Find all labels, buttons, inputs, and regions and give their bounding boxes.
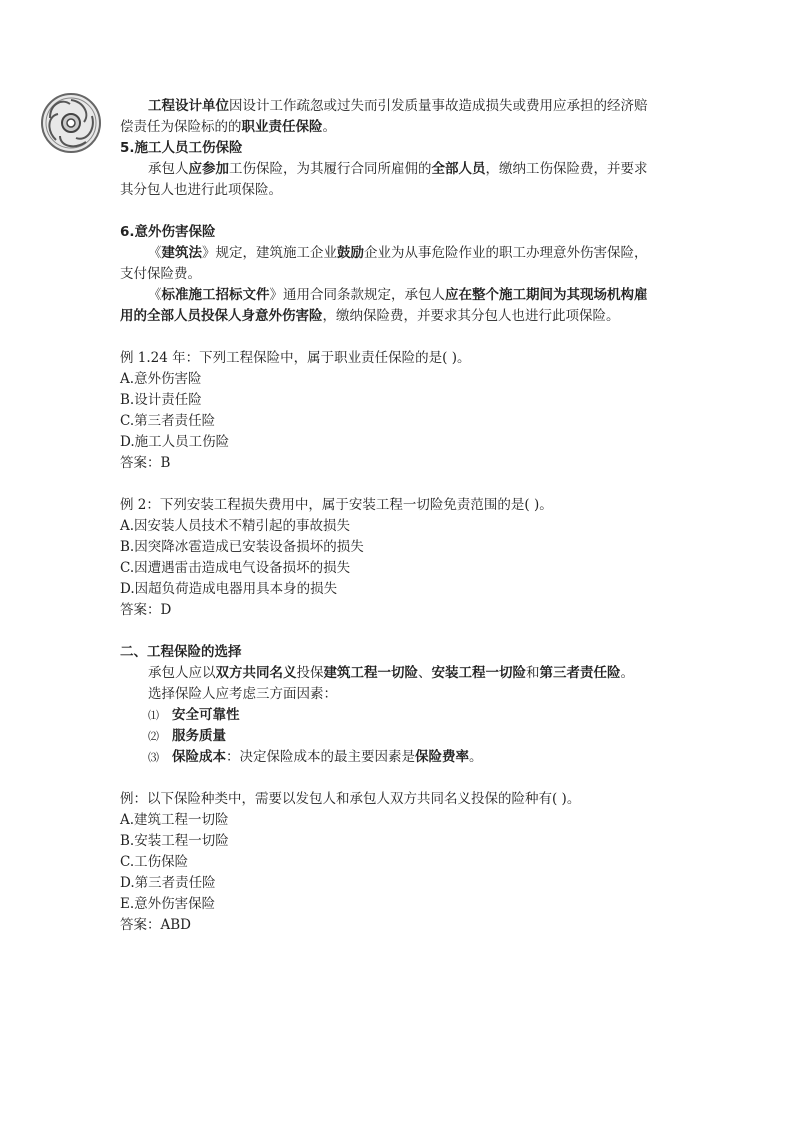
bold-term: 保险成本 [172,749,226,765]
paragraph [120,96,695,117]
paragraph [120,306,695,327]
factor-item [120,726,695,747]
option: A.因安装人员技术不精引起的事故损失 [120,518,351,534]
text: 承包人应以 [148,665,216,681]
answer: 答案：ABD [120,917,191,933]
option: A.意外伤害险 [120,371,202,387]
bold-term: 工程设计单位 [148,98,229,114]
option: B.安装工程一切险 [120,833,229,849]
bold-term: 标准施工招标文件 [161,287,270,303]
bold-term: 安全可靠性 [172,707,240,723]
text: 偿责任为保险标的的 [120,119,242,135]
bold-term: 第三者责任险 [539,665,621,681]
text: 因设计工作疏忽或过失而引发质量事故造成损失或费用应承担的经济赔 [229,98,648,114]
paragraph: 其分包人也进行此项保险。 [120,182,282,198]
bold-term: 建筑法 [161,245,202,261]
paragraph [120,285,695,306]
item-number: ⑶ [148,751,159,764]
paragraph [120,159,695,180]
bold-term: 应参加 [188,161,229,177]
answer: 答案：D [120,602,172,618]
paragraph: 支付保险费。 [120,266,201,282]
factor-item [120,747,695,768]
paragraph [120,117,695,138]
bold-term: 安装工程一切险 [431,665,526,681]
bold-term: 双方共同名义 [215,665,297,681]
factor-item [120,705,695,726]
text: 《 [148,287,162,303]
bold-term: 服务质量 [172,728,226,744]
option: D.因超负荷造成电器用具本身的损失 [120,581,338,597]
section-heading: 5.施工人员工伤保险 [120,140,243,156]
text: 、 [418,665,432,681]
bold-term: 建筑工程一切险 [323,665,418,681]
answer: 答案：B [120,455,171,471]
option: A.建筑工程一切险 [120,812,229,828]
text: 承包人 [148,161,189,177]
bold-term: 应在整个施工期间为其现场机构雇 [445,287,648,303]
text: 和 [526,665,540,681]
text: 。 [620,665,634,681]
option: B.因突降冰雹造成已安装设备损坏的损失 [120,539,364,555]
bold-term: 用的全部人员投保人身意外伤害险 [120,308,323,324]
item-number: ⑴ [148,709,159,722]
option: C.因遭遇雷击造成电气设备损坏的损失 [120,560,351,576]
paragraph [120,663,695,684]
option: C.第三者责任险 [120,413,216,429]
text: 》规定，建筑施工企业 [202,245,337,261]
text: ，缴纳保险费，并要求其分包人也进行此项保险。 [322,308,620,324]
option: D.第三者责任险 [120,875,216,891]
text: 投保 [296,665,324,681]
question: 例 2：下列安装工程损失费用中，属于安装工程一切险免责范围的是( )。 [120,497,553,513]
text: 。 [469,749,483,765]
bold-term: 保险费率 [415,749,469,765]
option: B.设计责任险 [120,392,202,408]
bold-term: 鼓励 [337,245,364,261]
bold-term: 全部人员 [431,161,486,177]
question: 例：以下保险种类中，需要以发包人和承包人双方共同名义投保的险种有( )。 [120,791,581,807]
bold-term: 职业责任保险 [241,119,323,135]
option: E.意外伤害保险 [120,896,216,912]
text: ，缴纳工伤保险费，并要求 [485,161,648,177]
section-heading: 二、工程保险的选择 [120,644,242,660]
text: 《 [148,245,162,261]
text: 工伤保险，为其履行合同所雇佣的 [229,161,432,177]
item-number: ⑵ [148,730,159,743]
paragraph [120,243,695,264]
paragraph: 选择保险人应考虑三方面因素： [148,686,337,702]
document-body [120,96,695,936]
text: 企业为从事危险作业的职工办理意外伤害保险， [364,245,648,261]
option: C.工伤保险 [120,854,189,870]
text: ：决定保险成本的最主要因素是 [226,749,415,765]
text: 。 [322,119,336,135]
spiral-seal-icon [40,92,102,154]
text: 》通用合同条款规定，承包人 [269,287,445,303]
question: 例 1.24 年：下列工程保险中，属于职业责任保险的是( )。 [120,350,471,366]
section-heading: 6.意外伤害保险 [120,224,216,240]
option: D.施工人员工伤险 [120,434,230,450]
